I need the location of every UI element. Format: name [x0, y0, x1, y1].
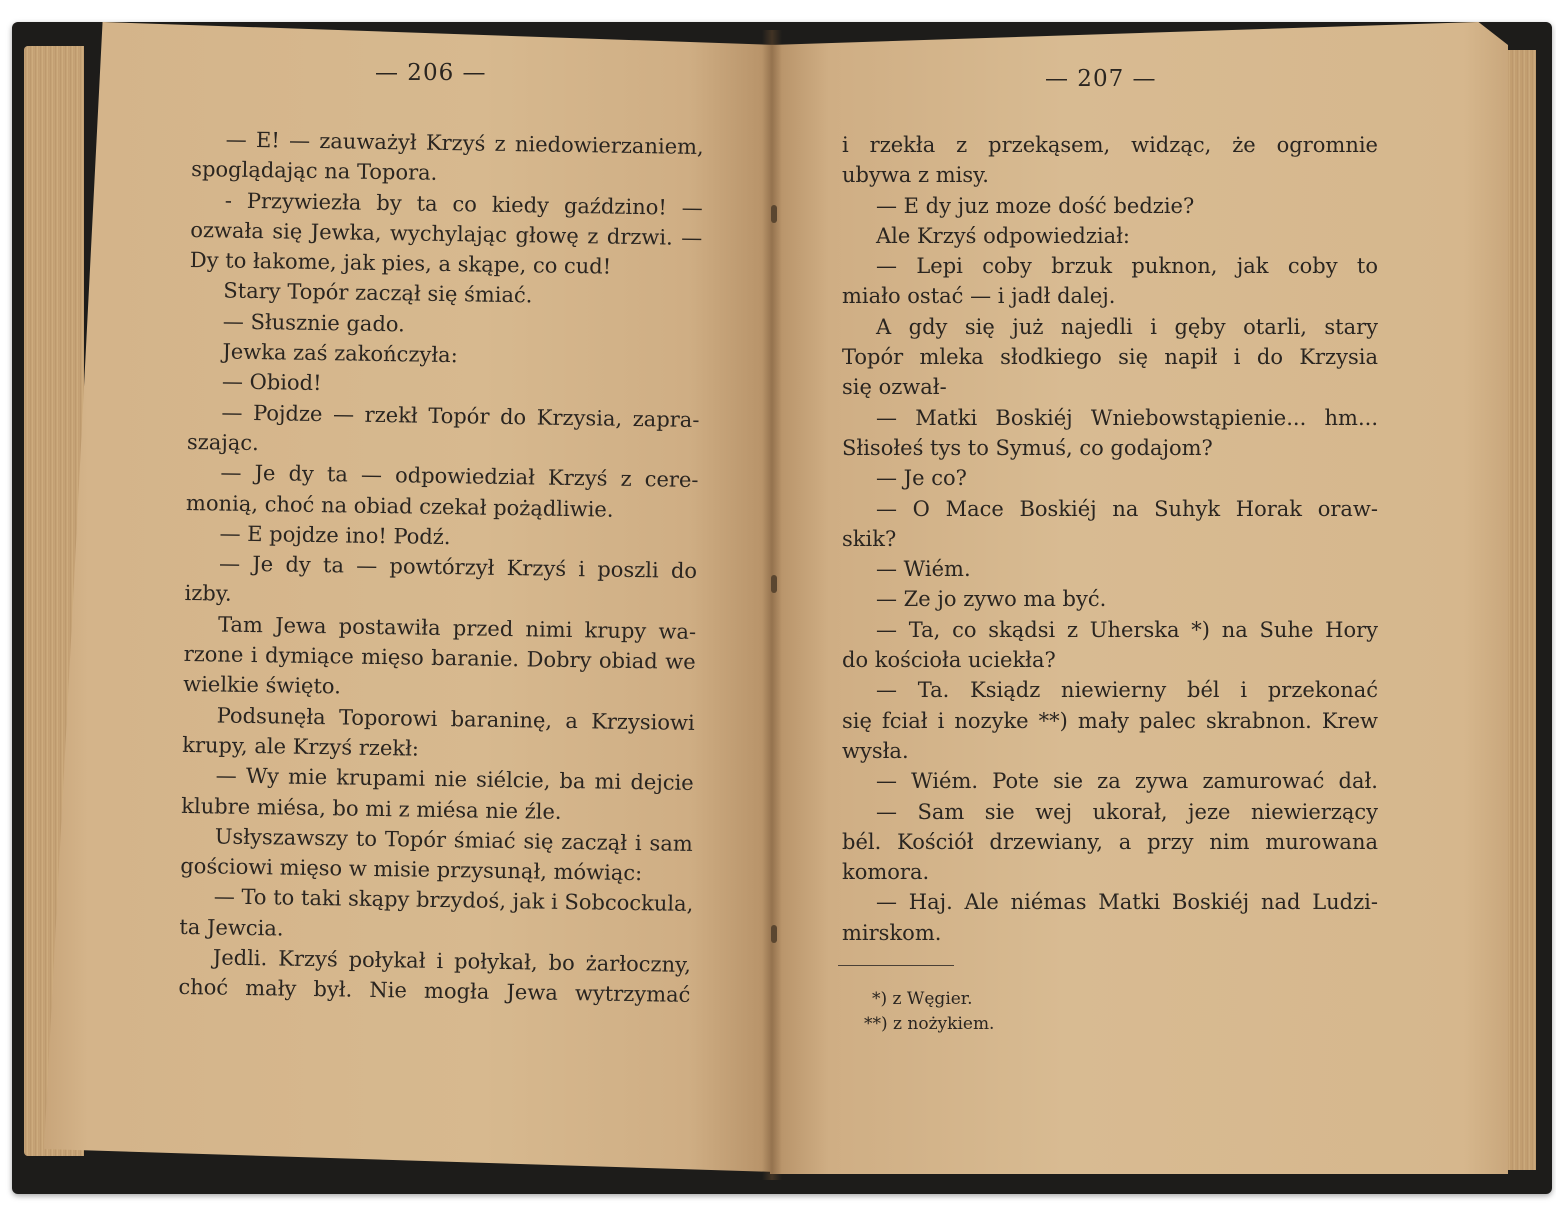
- binding-stitch: [771, 925, 777, 943]
- right-page-number: — 207 —: [1045, 66, 1157, 92]
- left-page-text-line: — Pojdze — rzekł Topór do Krzysia, zapra-: [221, 400, 700, 432]
- left-page-text-line: — To to taki skąpy brzydoś, jak i Sobcockula,: [213, 884, 694, 917]
- left-page-text-line: — Obiod!: [221, 369, 322, 396]
- left-page-number: — 206 —: [375, 60, 487, 86]
- right-page-text-line: mirskom.: [842, 920, 942, 945]
- left-page-text-line: Stary Topór zaczął się śmiać.: [223, 278, 533, 308]
- right-page-text-line: komora.: [842, 860, 930, 885]
- right-page-text-line: A gdy się już najedli i gęby otarli, stary: [876, 314, 1378, 339]
- left-page-text-line: — Je dy ta — powtórzył Krzyś i poszli do: [218, 551, 698, 584]
- left-page-text-line: Jedli. Krzyś połykał i połykał, bo żarłoczny,: [212, 945, 692, 977]
- left-page-text-line: rzone i dymiące mięso baranie. Dobry obiad we: [183, 641, 696, 675]
- right-page-text-line: skik?: [842, 526, 897, 551]
- left-page-text-line: Dy to łakome, jak pies, a skąpe, co cud!: [189, 248, 612, 279]
- left-page-text-line: — Je dy ta — odpowiedział Krzyś z cere-: [220, 460, 699, 493]
- left-page-text-line: — E! — zauważył Krzyś z niedowierzaniem,: [225, 127, 704, 160]
- right-page-text-line: ubywa z misy.: [842, 163, 989, 188]
- right-page-text-line: — Ta. Ksiądz niewierny bél i przekonać: [876, 678, 1378, 703]
- right-page-text-line: — Wiém.: [876, 557, 971, 582]
- left-page-text-line: ozwała się Jewka, wychylając głowę z drzwi. —: [190, 217, 703, 250]
- footnote-2: **) z nożykiem.: [864, 1014, 995, 1034]
- left-page-text-line: spoglądając na Topora.: [191, 157, 438, 186]
- right-page-text-line: — Sam sie wej ukorał, jeze niewierzący: [876, 799, 1378, 824]
- left-page-text-line: — E pojdze ino! Podź.: [219, 521, 451, 549]
- left-page-text-line: — Wy mie krupami nie siélcie, ba mi dejcie: [215, 763, 694, 796]
- right-page-text-line: — O Mace Boskiéj na Suhyk Horak oraw-: [876, 496, 1378, 521]
- footnote-1: *) z Węgier.: [872, 989, 973, 1009]
- left-page-text-line: klubre miésa, bo mi z miésa nie źle.: [181, 793, 562, 824]
- left-page-text-line: wielkie święto.: [183, 672, 342, 699]
- right-page-text: [842, 130, 1378, 948]
- left-page-text-line: ta Jewcia.: [179, 914, 284, 941]
- left-page-text-line: Jewka zaś zakończyła:: [222, 339, 458, 368]
- right-page-text-line: — Lepi coby brzuk puknon, jak coby to: [876, 254, 1378, 279]
- right-page-text-line: Słisołeś tys to Symuś, co godajom?: [842, 435, 1213, 460]
- right-page-text-line: się fciał i nozyke **) mały palec skrabnon. Krew: [842, 708, 1378, 733]
- binding-stitch: [771, 205, 777, 223]
- book-gutter: [762, 30, 782, 1180]
- left-page-text-line: izby.: [184, 581, 232, 607]
- right-page-text-line: — Matki Boskiéj Wniebowstąpienie... hm...: [876, 405, 1378, 430]
- right-page-text-line: i rzekła z przekąsem, widząc, że ogromnie: [842, 133, 1378, 157]
- right-page-text-line: — E dy juz moze dość bedzie?: [876, 193, 1195, 218]
- right-page-text-line: — Ta, co skądsi z Uherska *) na Suhe Hory: [876, 617, 1378, 642]
- footnote-rule: [838, 965, 954, 966]
- right-page-text-line: bél. Kościół drzewiany, a przy nim murowana: [842, 829, 1378, 854]
- left-page-text-line: Tam Jewa postawiła przed nimi krupy wa-: [217, 612, 697, 644]
- left-page-text-line: choć mały był. Nie mogła Jewa wytrzymać: [178, 975, 691, 1008]
- right-page-text-line: Ale Krzyś odpowiedział:: [876, 223, 1131, 248]
- left-page-text-line: — Słusznie gado.: [222, 309, 406, 337]
- right-page-text-line: się ozwał-: [842, 375, 947, 400]
- left-page-text: [178, 124, 704, 1011]
- right-page-text-line: do kościoła uciekła?: [842, 648, 1056, 673]
- binding-stitch: [771, 575, 777, 593]
- left-page-text-line: Podsunęła Toporowi baraninę, a Krzysiowi: [216, 703, 695, 735]
- right-page-text-line: — Ze jo zywo ma być.: [876, 587, 1107, 612]
- left-page-text-line: gościowi mięso w misie przysunął, mówiąc:: [180, 854, 643, 886]
- left-page-text-line: - Przywiezła by ta co kiedy gaździno! —: [224, 188, 703, 220]
- left-page-text-line: krupy, ale Krzyś rzekł:: [182, 732, 420, 761]
- right-page-text-line: wysła.: [842, 738, 909, 763]
- right-page-text-line: — Wiém. Pote sie za zywa zamurować dał.: [876, 769, 1378, 794]
- left-page-text-line: monią, choć na obiad czekał pożądliwie.: [185, 490, 614, 522]
- right-page-text-line: — Haj. Ale niémas Matki Boskiéj nad Ludzi-: [876, 890, 1378, 915]
- right-page-text-line: — Je co?: [876, 466, 967, 491]
- left-page-text-line: szając.: [186, 429, 260, 456]
- right-page-text-line: miało ostać — i jadł dalej.: [842, 284, 1116, 309]
- right-page-text-line: Topór mleka słodkiego się napił i do Krzysia: [842, 345, 1378, 370]
- left-page-text-line: Usłyszawszy to Topór śmiać się zaczął i sam: [214, 824, 693, 856]
